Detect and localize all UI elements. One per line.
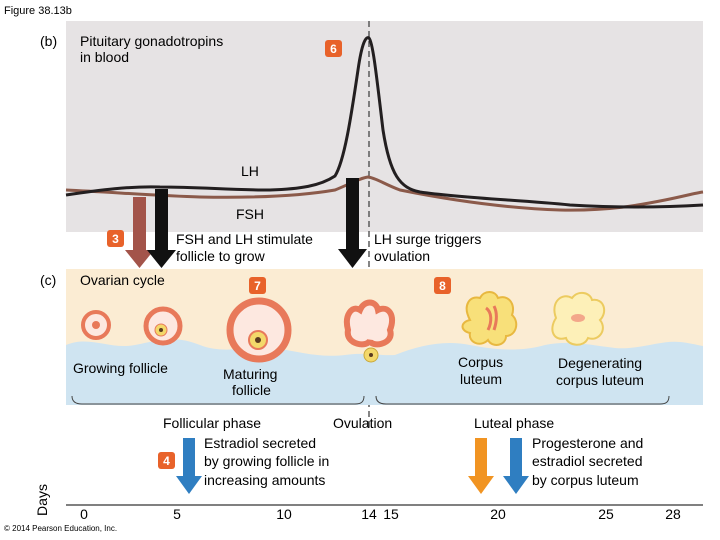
day-tick-25: 25 [598,506,614,522]
step-6-number: 6 [330,42,337,56]
progesterone-arrow-head [468,476,494,494]
day-tick-15: 15 [383,506,399,522]
lh-surge-arrow-head [338,249,367,268]
antral-follicle [230,301,288,359]
maturing-follicle-line2: follicle [232,382,271,398]
lh-stimulate-arrow-shaft [155,189,168,252]
fsh-label: FSH [236,206,264,222]
estradiol-arrow-head [176,476,202,494]
stimulate-text-line2: follicle to grow [176,248,265,264]
secondary-follicle [146,309,180,343]
fsh-arrow-shaft [133,197,146,252]
day-tick-10: 10 [276,506,292,522]
step-3-number: 3 [112,232,119,246]
growing-follicle-label: Growing follicle [73,360,168,376]
panel-c-letter: (c) [40,272,57,288]
lh-label: LH [241,163,259,179]
day-tick-14: 14 [361,506,377,522]
estradiol-arrow-shaft [183,438,195,478]
luteal-estradiol-arrow-head [503,476,529,494]
panel-b-letter: (b) [40,33,58,49]
luteal-phase-label: Luteal phase [474,415,555,431]
step-7-number: 7 [254,279,261,293]
day-tick-28: 28 [665,506,681,522]
days-axis-ticks [80,506,681,522]
gonadotropin-title-line1: Pituitary gonadotropins [80,33,224,49]
step-4-number: 4 [163,454,170,468]
lh-surge-arrow-shaft [346,178,359,251]
ovulation-label: Ovulation [333,415,393,431]
progesterone-line3: by corpus luteum [532,472,639,488]
maturing-follicle-line1: Maturing [223,366,278,382]
corpus-luteum-line1: Corpus [458,354,504,370]
surge-text-line1: LH surge triggers [374,231,482,247]
degenerating-corpus-luteum-graphic [552,293,604,345]
estradiol-line1: Estradiol secreted [204,435,317,451]
figure-label: Figure 38.13b [4,5,72,17]
day-tick-20: 20 [490,506,506,522]
lh-stimulate-arrow-head [147,250,176,268]
step-8-number: 8 [439,279,446,293]
primary-follicle [83,312,109,338]
progesterone-line1: Progesterone and [532,435,644,451]
gonadotropin-title-line2: in blood [80,49,130,65]
stimulate-text-line1: FSH and LH stimulate [176,231,313,247]
degenerating-line2: corpus luteum [556,372,644,388]
corpus-luteum-line2: luteum [460,371,503,387]
degenerating-line1: Degenerating [558,355,643,371]
copyright: © 2014 Pearson Education, Inc. [4,524,118,533]
day-tick-0: 0 [80,506,88,522]
estradiol-line3: increasing amounts [204,472,326,488]
days-axis-title: Days [34,484,50,516]
ovarian-title: Ovarian cycle [80,272,165,288]
luteal-estradiol-arrow-shaft [510,438,522,478]
surge-text-line2: ovulation [374,248,431,264]
follicular-phase-label: Follicular phase [163,415,262,431]
day-tick-5: 5 [173,506,181,522]
progesterone-arrow-shaft [475,438,487,478]
estradiol-line2: by growing follicle in [204,453,330,469]
progesterone-line2: estradiol secreted [532,453,643,469]
